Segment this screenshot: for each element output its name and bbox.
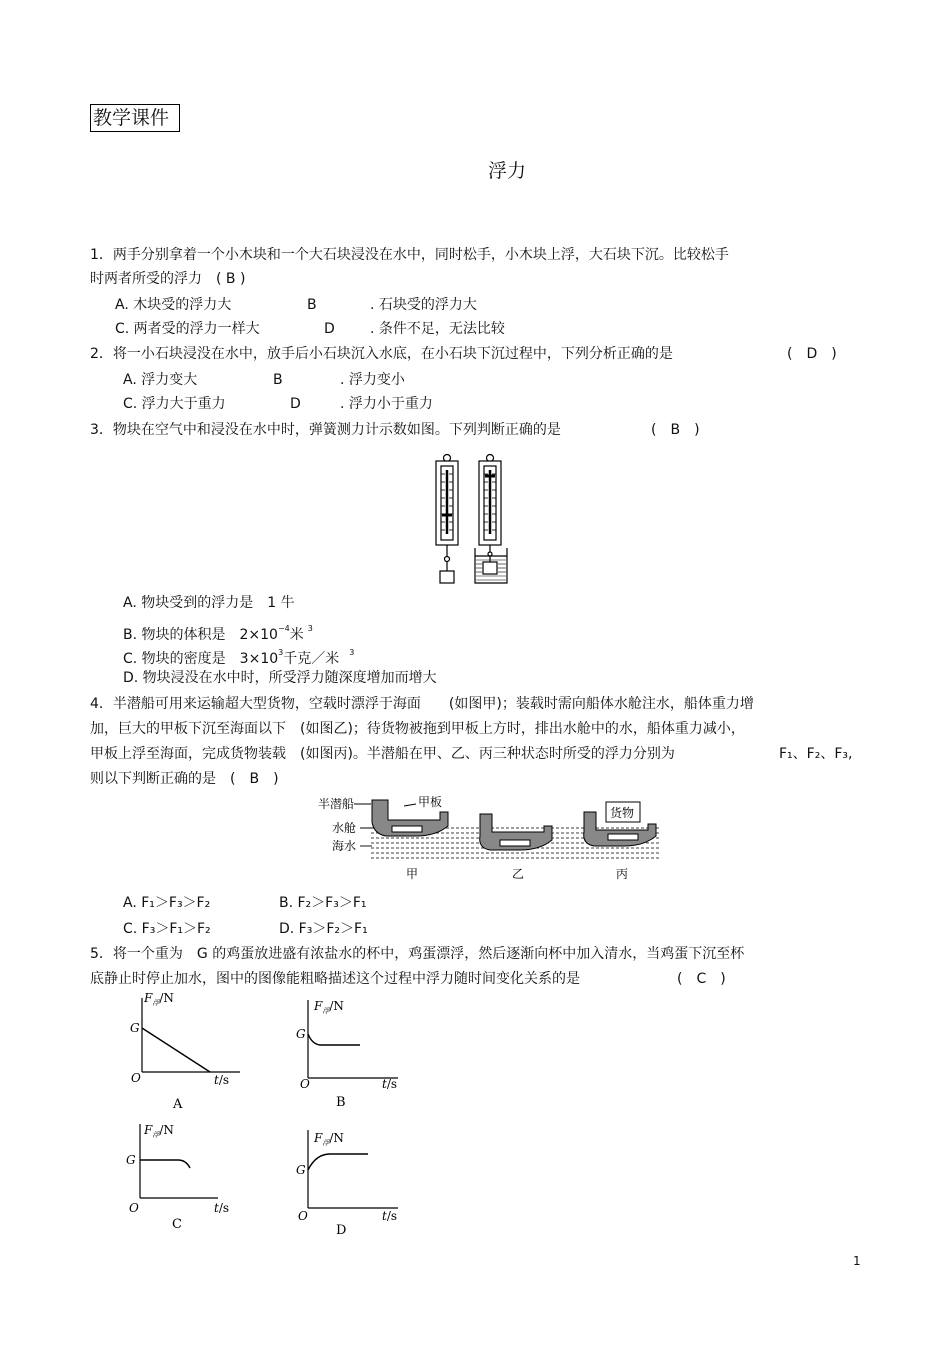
svg-text:F浮/N: $F_浮/N$ xyxy=(144,1123,174,1139)
q3-option-a: A. 物块受到的浮力是 1 牛 xyxy=(123,595,295,611)
graph-b xyxy=(294,994,404,1114)
q4-option-d: D. F₃＞F₂＞F₁ xyxy=(279,921,368,937)
q3-option-c-exponent: 3 xyxy=(278,648,284,657)
q3-option-c xyxy=(123,644,354,668)
q1-option-d-letter: D xyxy=(324,321,335,337)
course-tag: 教学课件 xyxy=(90,104,180,132)
spring-scale-in-water xyxy=(475,455,507,584)
svg-text:t/s: t/s xyxy=(382,1077,398,1091)
spring-scale-figure xyxy=(425,452,525,587)
q4-line3: 甲板上浮至海面，完成货物装载 (如图丙)。半潜船在甲、乙、丙三种状态时所受的浮力分别为 xyxy=(90,746,675,762)
q5-line2: 底静止时停止加水，图中的图像能粗略描述这个过程中浮力随时间变化关系的是 xyxy=(90,971,580,987)
q3-option-c-unit-exponent: 3 xyxy=(349,648,355,657)
svg-text:G: G xyxy=(126,1153,136,1167)
label-yi: 乙 xyxy=(512,867,525,881)
spring-scale-in-air xyxy=(436,455,458,584)
svg-text:O: O xyxy=(129,1201,139,1215)
q4-line2: 加，巨大的甲板下沉至海面以下 (如图乙)；待货物被拖到甲板上方时，排出水舱中的水，船体重力减小， xyxy=(90,721,745,737)
svg-text:O: O xyxy=(298,1209,308,1223)
label-jia: 甲 xyxy=(406,867,419,881)
q2-option-b-letter: B xyxy=(273,372,283,388)
q4-line1: 4．半潜船可用来运输超大型货物，空载时漂浮于海面 (如图甲)；装载时需向船体水舱注水，船体重力增 xyxy=(90,696,754,712)
q3-option-c-text: C. 物块的密度是 3×10 xyxy=(123,651,279,667)
q1-option-b-letter: B xyxy=(307,297,317,313)
q1-option-c: C. 两者受的浮力一样大 xyxy=(115,321,260,337)
semi-submersible-figure xyxy=(316,796,666,884)
q4-option-b: B. F₂＞F₃＞F₁ xyxy=(279,895,367,911)
q1-option-a: A. 木块受的浮力大 xyxy=(115,297,232,313)
page-title: 浮力 xyxy=(488,160,527,182)
label-sea: 海水 xyxy=(332,839,357,853)
q1-line2: 时两者所受的浮力 ( B ) xyxy=(90,271,246,287)
label-cargo: 货物 xyxy=(610,806,635,820)
q1-option-d: . 条件不足，无法比较 xyxy=(370,321,505,337)
svg-text:t/s: t/s xyxy=(214,1073,230,1087)
q2-option-d: . 浮力小于重力 xyxy=(340,396,433,412)
graph-c xyxy=(126,1118,246,1234)
q3-option-b-exponent: −4 xyxy=(277,624,290,633)
label-tank: 水舱 xyxy=(332,821,357,835)
q4-option-a: A. F₁＞F₃＞F₂ xyxy=(123,895,211,911)
q3-answer: ( B ) xyxy=(651,422,700,438)
graph-d xyxy=(294,1126,406,1240)
q4-line4: 则以下判断正确的是 ( B ) xyxy=(90,771,279,787)
q1-option-b: . 石块受的浮力大 xyxy=(370,297,477,313)
q2-line1: 2．将一小石块浸没在水中，放手后小石块沉入水底，在小石块下沉过程中，下列分析正确的是 xyxy=(90,346,673,362)
q5-line1: 5．将一个重为 G 的鸡蛋放进盛有浓盐水的杯中，鸡蛋漂浮，然后逐渐向杯中加入清水，当鸡蛋下沉至杯 xyxy=(90,946,745,962)
q3-option-d: D. 物块浸没在水中时，所受浮力随深度增加而增大 xyxy=(123,670,437,686)
q2-option-b: . 浮力变小 xyxy=(340,372,405,388)
q3-line1: 3．物块在空气中和浸没在水中时，弹簧测力计示数如图。下列判断正确的是 xyxy=(90,422,561,438)
svg-text:t/s: t/s xyxy=(382,1209,398,1223)
svg-text:G: G xyxy=(296,1027,306,1041)
q2-option-a: A. 浮力变大 xyxy=(123,372,198,388)
svg-text:O: O xyxy=(131,1071,141,1085)
svg-text:G: G xyxy=(130,1021,140,1035)
page-number: 1 xyxy=(853,1254,861,1268)
svg-text:t/s: t/s xyxy=(214,1201,230,1215)
q3-option-b-text: B. 物块的体积是 2×10 xyxy=(123,627,278,643)
label-bing: 丙 xyxy=(616,867,629,881)
q1-line1: 1．两手分别拿着一个小木块和一个大石块浸没在水中，同时松手，小木块上浮，大石块下沉。比较松手 xyxy=(90,247,729,263)
q3-option-b xyxy=(123,620,313,644)
q2-answer: ( D ) xyxy=(787,346,837,362)
svg-text:F浮/N: $F_浮/N$ xyxy=(144,991,174,1007)
q4-line3-tail: F₁、F₂、F₃, xyxy=(779,746,853,762)
graph-c-caption: C xyxy=(172,1217,182,1232)
graph-a xyxy=(128,988,248,1114)
q2-option-d-letter: D xyxy=(290,396,301,412)
q4-option-c: C. F₃＞F₁＞F₂ xyxy=(123,921,211,937)
svg-text:G: G xyxy=(296,1163,306,1177)
q3-option-b-unit-exponent: 3 xyxy=(307,624,313,633)
graph-b-caption: B xyxy=(336,1095,346,1110)
graph-d-caption: D xyxy=(336,1223,347,1238)
q3-option-c-unit: 千克／米 xyxy=(283,651,340,667)
svg-text:O: O xyxy=(300,1077,310,1091)
q5-answer: ( C ) xyxy=(677,971,726,987)
q2-option-c: C. 浮力大于重力 xyxy=(123,396,226,412)
q3-option-b-unit: 米 xyxy=(289,627,304,643)
label-ship: 半潜船 xyxy=(318,797,355,811)
svg-text:F浮/N: $F_浮/N$ xyxy=(314,999,344,1015)
svg-text:F浮/N: $F_浮/N$ xyxy=(314,1131,344,1147)
graph-a-caption: A xyxy=(173,1097,183,1112)
label-deck: 甲板 xyxy=(418,796,443,809)
